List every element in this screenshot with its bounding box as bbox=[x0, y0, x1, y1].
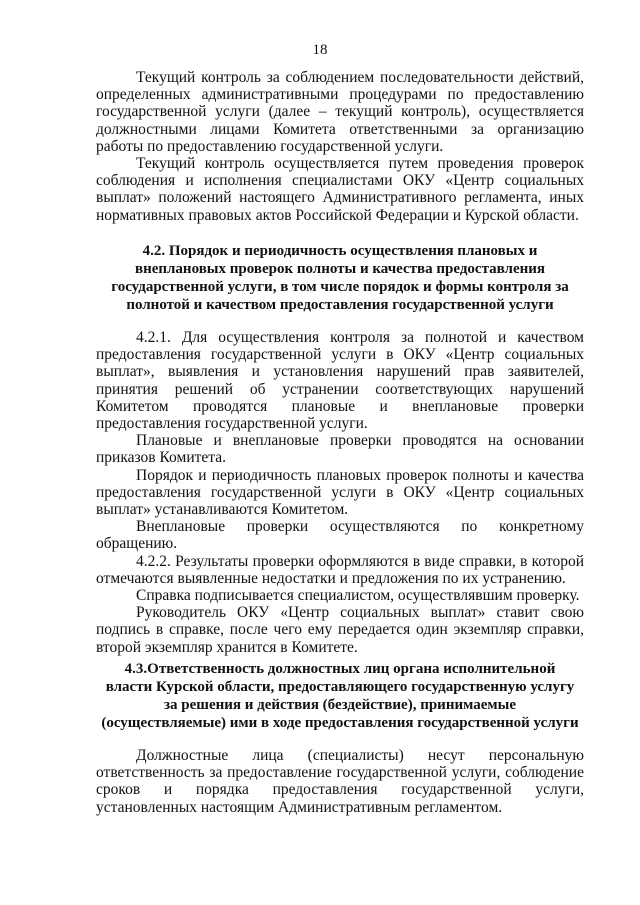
section-4-2-heading: 4.2. Порядок и периодичность осуществления плановых и внеплановых проверок полноты и качества предоставления государственной услуги, в том числе порядок и формы контроля за полнотой и качеством предоставления государственной услуги bbox=[111, 243, 569, 313]
section-4-3-heading: 4.3.Ответственность должностных лиц органа исполнительной власти Курской области, предоставляющего государственную услугу за решения и действия (бездействие), принимаемые (осуществляемые) ими в ходе предоставления государственной услуги bbox=[101, 661, 579, 731]
paragraph-report-signature: Справка подписывается специалистом, осуществлявшим проверку. bbox=[136, 587, 580, 605]
page-number: 18 bbox=[312, 42, 328, 58]
paragraph-planned-unplanned-basis: Плановые и внеплановые проверки проводятся на основании приказов Комитета. bbox=[96, 432, 584, 467]
paragraph-director-signature: Руководитель ОКУ «Центр социальных выплат» ставит свою подпись в справке, после чего ему передается один экземпляр справки, второй экземпляр хранится в Комитете. bbox=[96, 604, 584, 656]
paragraph-4-2-2: 4.2.2. Результаты проверки оформляются в виде справки, в которой отмечаются выявленные недостатки и предложения по их устранению. bbox=[96, 552, 584, 587]
paragraph-unplanned-inspections: Внеплановые проверки осуществляются по конкретному обращению. bbox=[96, 518, 584, 553]
paragraph-current-control-method: Текущий контроль осуществляется путем проведения проверок соблюдения и исполнения специалистами ОКУ «Центр социальных выплат» положений настоящего Административного регламента, иных нормативных правовых актов Российской Федерации и Курской области. bbox=[96, 155, 584, 224]
paragraph-inspection-schedule: Порядок и периодичность плановых проверок полноты и качества предоставления государственной услуги в ОКУ «Центр социальных выплат» устанавливаются Комитетом. bbox=[96, 466, 584, 519]
intro-text bbox=[96, 69, 584, 224]
paragraph-current-control-definition: Текущий контроль за соблюдением последовательности действий, определенных административными процедурами по предоставлению государственной услуги (далее – текущий контроль), осуществляется должностными лицами Комитета ответственными за организацию работы по предоставлению государственной услуги. bbox=[96, 69, 584, 155]
section-4-3-body bbox=[96, 747, 584, 816]
paragraph-4-2-1: 4.2.1. Для осуществления контроля за полнотой и качеством предоставления государственной услуги в ОКУ «Центр социальных выплат», выявления и установления нарушений прав заявителей, принятия решений об устранении соответствующих нарушений Комитетом проводятся плановые и внеплановые проверки предоставления государственной услуги. bbox=[96, 329, 584, 433]
section-4-2-body bbox=[96, 329, 584, 656]
paragraph-officials-responsibility: Должностные лица (специалисты) несут персональную ответственность за предоставление государственной услуги, соблюдение сроков и порядка предоставления государственной услуги, установленных настоящим Административным регламентом. bbox=[96, 747, 584, 816]
